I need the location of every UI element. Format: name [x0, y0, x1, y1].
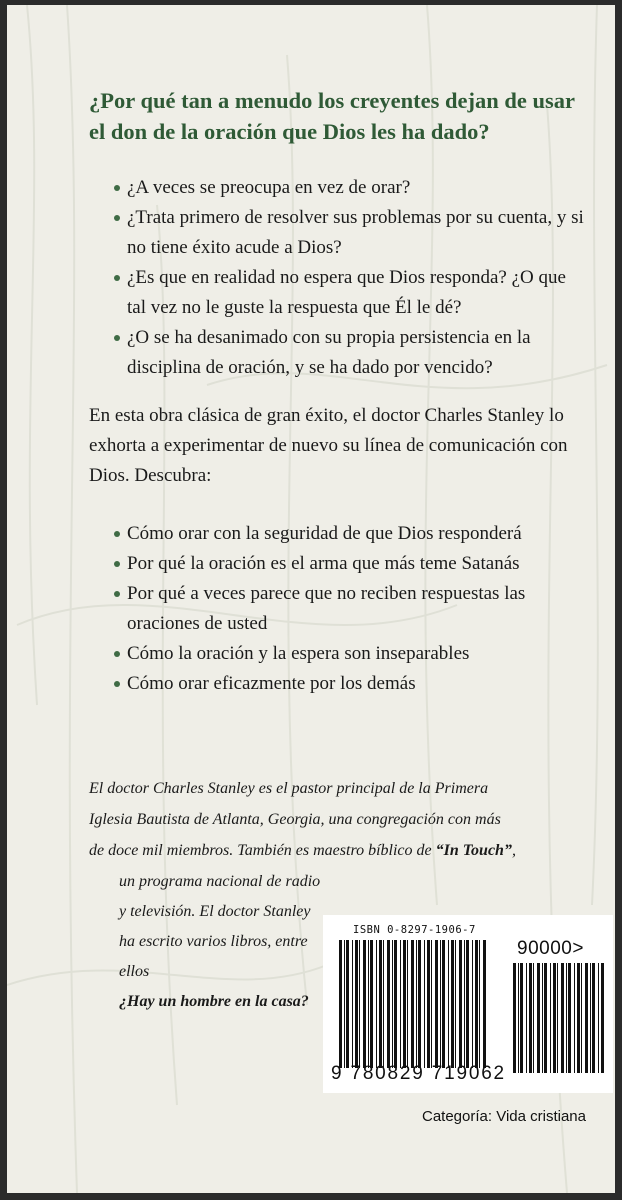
- list-item: Cómo orar eficazmente por los demás: [114, 669, 594, 699]
- intro-paragraph: En esta obra clásica de gran éxito, el doctor Charles Stanley lo exhorta a experimentar de nuevo su línea de comunicación con Dios. Descubra:: [89, 405, 568, 486]
- barcode-bar: [427, 940, 430, 1068]
- author-bio-line: [89, 835, 609, 866]
- barcode-bar: [394, 940, 397, 1068]
- author-bio-line: y televisión. El doctor Stanley: [119, 903, 311, 920]
- price-code: 90000>: [517, 938, 584, 959]
- barcode-bar: [472, 940, 473, 1068]
- barcode-bar: [392, 940, 393, 1068]
- barcode-bar: [537, 963, 540, 1073]
- barcode-bar: [581, 963, 582, 1073]
- author-bio-line: Iglesia Bautista de Atlanta, Georgia, una congregación con más: [89, 811, 501, 828]
- barcode-bar: [411, 940, 414, 1068]
- barcode-bar: [403, 940, 406, 1068]
- barcode-bar: [431, 940, 432, 1068]
- barcode-bar: [520, 963, 523, 1073]
- isbn-number: ISBN 0-8297-1906-7: [353, 924, 476, 936]
- author-bio: [89, 773, 609, 866]
- barcode-bar: [513, 963, 516, 1073]
- barcode-bar: [479, 940, 480, 1068]
- barcode-bar: [383, 940, 384, 1068]
- barcode-bar: [442, 940, 445, 1068]
- barcode-bar: [379, 940, 382, 1068]
- barcode-bar: [459, 940, 462, 1068]
- author-bio-line: un programa nacional de radio: [119, 873, 321, 890]
- list-item: ¿Trata primero de resolver sus problemas por su cuenta, y si no tiene éxito acude a Dios?: [114, 203, 584, 263]
- barcode-bar: [424, 940, 425, 1068]
- barcode-bar: [598, 963, 599, 1073]
- barcode-bar: [451, 940, 454, 1068]
- barcode-bar: [590, 963, 591, 1073]
- barcode-bar: [526, 963, 527, 1073]
- barcode-bar: [400, 940, 401, 1068]
- price-barcode: [513, 963, 605, 1073]
- barcode-bar: [601, 963, 604, 1073]
- barcode-bar: [542, 963, 543, 1073]
- author-bio-line: El doctor Charles Stanley es el pastor principal de la Primera: [89, 780, 489, 797]
- barcode-bar: [466, 940, 469, 1068]
- author-bio-line: ha escrito varios libros, entre ellos: [119, 933, 308, 980]
- headline: ¿Por qué tan a menudo los creyentes dejan de usar el don de la oración que Dios les ha dado?: [89, 88, 575, 144]
- barcode-bar: [407, 940, 408, 1068]
- barcode-bar: [355, 940, 358, 1068]
- barcode-bar: [483, 940, 486, 1068]
- author-bio-text: de doce mil miembros. También es maestro bíblico de: [89, 842, 436, 859]
- barcode-bar: [359, 940, 360, 1068]
- barcode-bar: [387, 940, 390, 1068]
- list-item: ¿A veces se preocupa en vez de orar?: [114, 173, 584, 203]
- barcode-bar: [418, 940, 421, 1068]
- list-item: Cómo la oración y la espera son inseparables: [114, 639, 594, 669]
- category-label: Categoría: Vida cristiana: [422, 1108, 586, 1125]
- list-item: Por qué a veces parece que no reciben respuestas las oraciones de usted: [114, 579, 594, 639]
- list-item: ¿Es que en realidad no espera que Dios responda? ¿O que tal vez no le guste la respuesta que Él le dé?: [114, 263, 584, 323]
- barcode-bar: [455, 940, 456, 1068]
- barcode-bar: [518, 963, 519, 1073]
- list-item: ¿O se ha desanimado con su propia persistencia en la disciplina de oración, y se ha dado por vencido?: [114, 323, 584, 383]
- barcode-bar: [363, 940, 366, 1068]
- barcode-bar: [352, 940, 353, 1068]
- program-name: “In Touch”: [435, 842, 512, 859]
- barcode-bar: [370, 940, 373, 1068]
- barcode-bar: [435, 940, 438, 1068]
- author-bio-continued: [119, 867, 329, 1017]
- barcode-bar: [592, 963, 595, 1073]
- list-item: Cómo orar con la seguridad de que Dios responderá: [114, 519, 594, 549]
- barcode-bar: [368, 940, 369, 1068]
- barcode-bar: [566, 963, 567, 1073]
- ean-barcode: [339, 940, 489, 1068]
- barcode-bar: [585, 963, 588, 1073]
- barcode-bar: [561, 963, 564, 1073]
- barcode-bar: [568, 963, 571, 1073]
- question-list: [114, 173, 584, 383]
- barcode-bar: [344, 940, 345, 1068]
- barcode-bar: [550, 963, 551, 1073]
- barcode-bar: [533, 963, 534, 1073]
- barcode-bar: [464, 940, 465, 1068]
- barcode-bar: [448, 940, 449, 1068]
- barcode-bar: [440, 940, 441, 1068]
- barcode-bar: [529, 963, 532, 1073]
- book-title: ¿Hay un hombre en la casa?: [119, 993, 309, 1010]
- barcode-bar: [544, 963, 547, 1073]
- back-cover: [7, 5, 615, 1193]
- list-item: Por qué la oración es el arma que más teme Satanás: [114, 549, 594, 579]
- barcode-bar: [557, 963, 558, 1073]
- barcode-bar: [553, 963, 556, 1073]
- barcode-bar: [475, 940, 478, 1068]
- barcode-bar: [577, 963, 580, 1073]
- barcode-bar: [346, 940, 349, 1068]
- benefit-list: [114, 519, 594, 699]
- barcode-bar: [416, 940, 417, 1068]
- barcode-bar: [574, 963, 575, 1073]
- ean-digits: 9 780829 719062: [331, 1063, 506, 1084]
- author-bio-punct: ,: [511, 842, 516, 859]
- barcode-bar: [376, 940, 377, 1068]
- barcode-bar: [339, 940, 342, 1068]
